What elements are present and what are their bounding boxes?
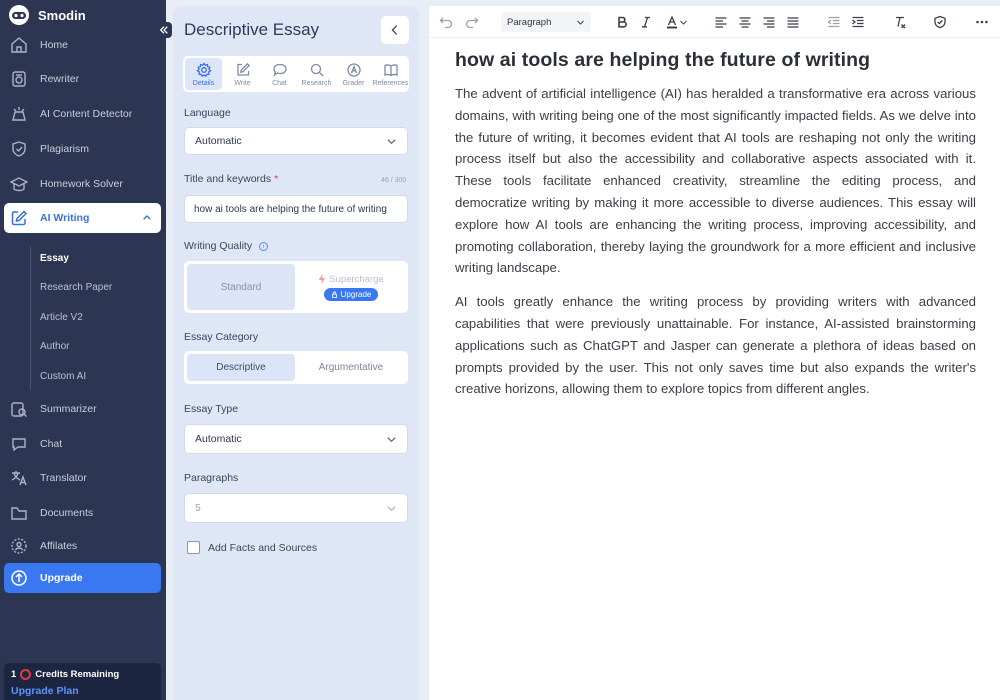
sidebar-item-label: Home — [40, 39, 69, 51]
undo-icon — [439, 15, 453, 29]
chevron-down-icon — [679, 18, 688, 27]
sidebar-item-label: Homework Solver — [40, 178, 123, 190]
align-left-button[interactable] — [714, 12, 728, 32]
title-keywords-input[interactable]: how ai tools are helping the future of writing — [184, 195, 408, 223]
redo-icon — [465, 15, 479, 29]
tab-research[interactable] — [298, 56, 335, 92]
sidebar-item-rewriter[interactable] — [4, 64, 161, 94]
panel-title: Descriptive Essay — [184, 20, 320, 39]
essay-type-select[interactable] — [184, 424, 408, 454]
upgrade-icon — [10, 569, 28, 587]
detector-icon — [10, 105, 28, 123]
chevron-down-icon — [386, 434, 397, 445]
document-editor — [429, 6, 1000, 700]
language-value: Automatic — [195, 135, 242, 147]
supercharge-text: Supercharge — [329, 273, 384, 285]
smodin-logo-icon — [8, 4, 30, 26]
indent-button[interactable] — [851, 12, 865, 32]
more-options-button[interactable] — [975, 12, 989, 32]
credits-box — [4, 663, 161, 700]
bold-icon — [615, 15, 629, 29]
add-facts-option[interactable] — [187, 541, 317, 554]
title-character-counter: 46 / 300 — [381, 177, 407, 184]
redo-button[interactable] — [465, 12, 479, 32]
book-icon — [383, 62, 399, 78]
tab-chat[interactable] — [261, 56, 298, 92]
sidebar-item-chat[interactable] — [4, 429, 161, 459]
chevron-down-icon — [386, 503, 397, 514]
sidebar-item-home[interactable] — [4, 30, 161, 60]
panel-tabs — [183, 56, 409, 92]
summarizer-icon — [10, 400, 28, 418]
align-justify-button[interactable] — [786, 12, 800, 32]
info-icon[interactable]: i — [259, 242, 268, 251]
search-icon — [309, 62, 325, 78]
home-icon — [10, 36, 28, 54]
pen-square-icon — [235, 62, 251, 78]
text-color-icon — [665, 15, 679, 29]
sidebar-item-ai-writing[interactable] — [4, 203, 161, 233]
double-chevron-left-icon — [159, 25, 169, 35]
paragraphs-value: 5 — [195, 502, 201, 514]
plagiarism-check-button[interactable] — [933, 12, 947, 32]
paragraph-style-value: Paragraph — [507, 16, 552, 28]
title-keywords-label — [184, 173, 278, 185]
sidebar-item-label: Rewriter — [40, 73, 80, 85]
brand-name: Smodin — [38, 7, 86, 23]
sub-item-research-paper[interactable]: Research Paper — [40, 282, 113, 293]
writing-quality-label — [184, 240, 268, 252]
translate-icon — [10, 469, 28, 487]
tab-details[interactable] — [185, 58, 222, 90]
undo-button[interactable] — [439, 12, 453, 32]
upgrade-pill-label: Upgrade — [340, 289, 372, 299]
bold-button[interactable] — [615, 12, 629, 32]
tab-label: Chat — [272, 79, 287, 87]
sidebar — [0, 0, 166, 700]
more-horizontal-icon — [975, 15, 989, 29]
quality-standard-label: Standard — [220, 281, 262, 293]
affiliate-icon — [10, 537, 28, 555]
credits-label: Credits Remaining — [35, 669, 120, 680]
sidebar-item-affiliates[interactable] — [4, 531, 161, 561]
chevron-down-icon — [576, 18, 585, 27]
quality-supercharge-option[interactable] — [297, 264, 405, 310]
chat-icon — [10, 435, 28, 453]
tab-label: References — [372, 79, 409, 87]
quality-standard-option[interactable] — [187, 264, 295, 310]
tab-references[interactable] — [372, 56, 409, 92]
sidebar-item-label: Translator — [40, 472, 87, 484]
essay-category-toggle — [184, 351, 408, 384]
tab-label: Grader — [342, 79, 365, 87]
align-right-button[interactable] — [762, 12, 776, 32]
gear-icon — [196, 62, 212, 78]
sub-item-article-v2[interactable]: Article V2 — [40, 312, 83, 323]
sidebar-item-label: Affilates — [40, 540, 78, 552]
lightning-icon — [318, 274, 326, 284]
essay-settings-panel — [173, 6, 419, 700]
lock-icon — [331, 291, 338, 298]
title-keywords-label-text: Title and keywords — [184, 173, 272, 185]
writing-quality-label-text: Writing Quality — [184, 240, 253, 252]
shield-check-icon — [933, 15, 947, 29]
paragraphs-select[interactable] — [184, 493, 408, 523]
tab-label: Research — [301, 79, 332, 87]
essay-type-value: Automatic — [195, 433, 242, 445]
sidebar-item-label: Documents — [40, 507, 94, 519]
tab-grader[interactable] — [335, 56, 372, 92]
document-heading: how ai tools are helping the future of writing — [455, 49, 871, 71]
document-paragraph: The advent of artificial intelligence (AI) has heralded a transformative era across various domains, with writing being one of the most significantly impacted fields. As we delve into the future of writing, it becomes evident that AI tools are reshaping not only the writing process itself but also the accessibility and collaborative aspects associated with it. These tools facilitate enhanced creativity, streamline the editing process, and democratize writing by making it more accessible to diverse audiences. This essay will explore how AI tools are enhancing the writing process, improving accessibility, and promoting collaboration, thereby laying the groundwork for a more efficient and inclusive writing landscape. — [455, 86, 976, 276]
sidebar-item-ai-content-detector[interactable] — [4, 99, 161, 129]
language-select[interactable] — [184, 127, 408, 155]
essay-type-label: Essay Type — [184, 403, 239, 415]
panel-back-button[interactable] — [381, 16, 409, 44]
chat-bubble-icon — [272, 62, 288, 78]
italic-icon — [639, 15, 653, 29]
category-descriptive-option[interactable]: Descriptive — [187, 354, 295, 381]
pen-square-icon — [10, 209, 28, 227]
upgrade-plan-link[interactable]: Upgrade Plan — [11, 685, 79, 697]
credits-count: 1 — [11, 669, 17, 680]
sidebar-item-label: Upgrade — [40, 572, 83, 584]
language-label: Language — [184, 107, 231, 119]
editor-toolbar — [429, 6, 1000, 38]
clear-formatting-button[interactable] — [893, 12, 907, 32]
align-left-icon — [714, 15, 728, 29]
sub-item-essay[interactable]: Essay — [40, 253, 69, 264]
outdent-button[interactable] — [827, 12, 841, 32]
text-color-button[interactable] — [661, 12, 691, 32]
chevron-left-icon — [389, 24, 401, 36]
document-body[interactable] — [455, 49, 976, 412]
sidebar-item-plagiarism[interactable] — [4, 134, 161, 164]
category-argumentative-option[interactable]: Argumentative — [318, 362, 384, 373]
tab-label: Write — [234, 79, 251, 87]
graduation-icon — [10, 175, 28, 193]
sidebar-item-summarizer[interactable] — [4, 394, 161, 424]
rewriter-icon — [10, 70, 28, 88]
paragraphs-label: Paragraphs — [184, 472, 239, 484]
folder-icon — [10, 504, 28, 522]
add-facts-checkbox[interactable] — [187, 541, 200, 554]
submenu-guide-line — [30, 246, 31, 390]
sidebar-item-documents[interactable] — [4, 498, 161, 528]
align-center-icon — [738, 15, 752, 29]
chevron-up-icon — [141, 212, 153, 224]
italic-button[interactable] — [639, 12, 653, 32]
sidebar-item-translator[interactable] — [4, 463, 161, 493]
collapse-sidebar-button[interactable] — [156, 22, 172, 38]
indent-icon — [851, 15, 865, 29]
sub-item-author[interactable]: Author — [40, 341, 70, 352]
align-justify-icon — [786, 15, 800, 29]
sidebar-item-label: Summarizer — [40, 403, 97, 415]
supercharge-label — [318, 274, 383, 285]
supercharge-upgrade-button[interactable] — [324, 288, 379, 301]
sidebar-item-label: Chat — [40, 438, 63, 450]
sidebar-item-label: AI Writing — [40, 212, 90, 224]
sub-item-custom-ai[interactable]: Custom AI — [40, 371, 87, 382]
chevron-down-icon — [386, 136, 397, 147]
writing-quality-toggle — [184, 261, 408, 313]
essay-category-label: Essay Category — [184, 331, 259, 343]
shield-check-icon — [10, 140, 28, 158]
sidebar-item-label: AI Content Detector — [40, 108, 133, 120]
paragraph-style-select[interactable] — [501, 12, 591, 32]
outdent-icon — [827, 15, 841, 29]
align-right-icon — [762, 15, 776, 29]
tab-write[interactable] — [224, 56, 261, 92]
add-facts-label: Add Facts and Sources — [208, 541, 318, 554]
align-center-button[interactable] — [738, 12, 752, 32]
tab-label: Details — [192, 79, 215, 87]
document-paragraph: AI tools greatly enhance the writing process by providing writers with advanced capabilities that were previously unattainable. For instance, AI-assisted brainstorming applications such as ChatGPT and Jasper can generate a plethora of ideas based on prompts provided by the user. This not only saves time but also expands the writer's creative horizons, allowing them to explore topics from different angles. — [455, 294, 976, 397]
credit-coin-icon — [20, 669, 31, 680]
clear-formatting-icon — [893, 15, 907, 29]
sidebar-item-upgrade[interactable] — [4, 563, 161, 593]
sidebar-item-label: Plagiarism — [40, 143, 90, 155]
grade-a-icon — [346, 62, 362, 78]
required-asterisk: * — [274, 173, 279, 185]
sidebar-item-homework-solver[interactable] — [4, 169, 161, 199]
brand[interactable] — [8, 4, 86, 26]
